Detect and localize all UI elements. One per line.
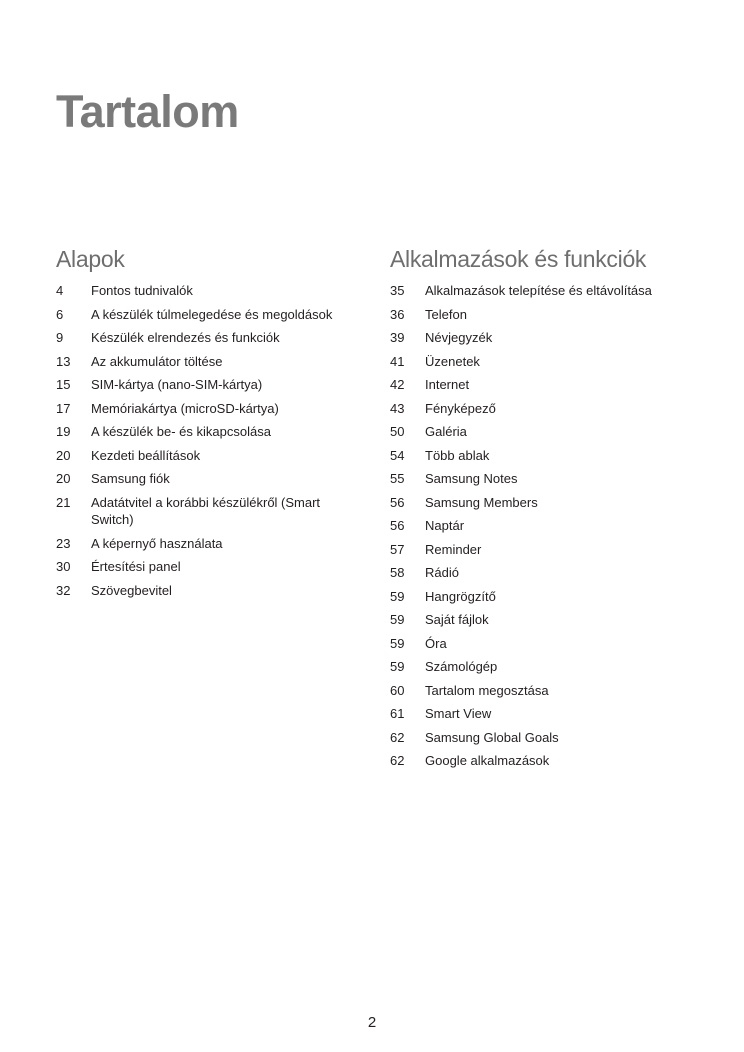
toc-page-number: 9 (56, 330, 64, 345)
toc-entry[interactable] (390, 682, 710, 700)
toc-entry[interactable] (56, 282, 356, 300)
toc-page-number: 35 (390, 283, 405, 298)
toc-page-number: 56 (390, 518, 405, 533)
toc-entry[interactable] (390, 400, 710, 418)
toc-list (56, 282, 356, 599)
toc-page-number: 36 (390, 306, 405, 322)
toc-entry-title: Szövegbevitel (91, 582, 172, 598)
toc-entry[interactable] (56, 535, 356, 553)
toc-entry-title: Az akkumulátor töltése (91, 353, 223, 369)
toc-entry-title: Samsung Global Goals (425, 729, 559, 745)
toc-page-number: 56 (390, 494, 405, 510)
toc-entry-title: Több ablak (425, 447, 490, 463)
toc-entry[interactable] (390, 306, 710, 324)
section-heading: Alkalmazások és funkciók (390, 246, 647, 272)
toc-page-number: 58 (390, 565, 405, 580)
toc-entry[interactable] (390, 611, 710, 629)
toc-entry[interactable] (390, 447, 710, 465)
toc-entry[interactable] (390, 376, 710, 394)
toc-entry[interactable] (56, 423, 356, 441)
toc-entry[interactable] (390, 588, 710, 606)
toc-page-number: 21 (56, 494, 71, 510)
toc-entry[interactable] (390, 729, 710, 747)
toc-entry[interactable] (56, 558, 356, 576)
toc-page-number: 41 (390, 353, 405, 369)
toc-page-number: 30 (56, 559, 71, 574)
toc-entry-title: Fényképező (425, 400, 496, 416)
toc-entry-title: Kezdeti beállítások (91, 447, 201, 463)
toc-entry-title: Samsung Members (425, 494, 538, 510)
toc-entry-title: Internet (425, 377, 470, 392)
toc-entry[interactable] (56, 306, 356, 324)
toc-section-basics (56, 244, 356, 605)
toc-page-number: 62 (390, 753, 405, 768)
toc-entry-title: SIM-kártya (nano-SIM-kártya) (91, 377, 263, 392)
toc-entry-title: Alkalmazások telepítése és eltávolítása (425, 283, 652, 298)
toc-entry[interactable] (56, 470, 356, 488)
toc-page-number: 55 (390, 471, 405, 486)
toc-entry-title: Üzenetek (425, 353, 480, 369)
toc-entry-title: Saját fájlok (425, 612, 489, 627)
toc-section-apps (390, 244, 710, 776)
toc-entry-title: A képernyő használata (91, 535, 223, 551)
toc-entry[interactable] (390, 658, 710, 676)
toc-page-number: 50 (390, 424, 405, 439)
toc-page-number: 60 (390, 682, 405, 698)
toc-page-number: 20 (56, 471, 71, 486)
toc-entry[interactable] (390, 752, 710, 770)
toc-entry[interactable] (390, 517, 710, 535)
toc-page-number: 20 (56, 447, 71, 463)
toc-entry-title: Reminder (425, 541, 482, 557)
toc-page-number: 32 (56, 582, 71, 598)
toc-page-number: 43 (390, 400, 405, 416)
toc-entry[interactable] (56, 376, 356, 394)
section-heading: Alapok (56, 246, 125, 272)
toc-page-number: 62 (390, 729, 405, 745)
toc-entry-title: A készülék túlmelegedése és megoldások (91, 306, 333, 322)
toc-entry[interactable] (56, 353, 356, 371)
toc-entry[interactable] (56, 494, 356, 529)
toc-page-number: 4 (56, 283, 64, 298)
toc-list (390, 282, 710, 770)
toc-page-number: 6 (56, 306, 64, 322)
toc-page-number: 61 (390, 706, 405, 721)
toc-page-number: 23 (56, 535, 71, 551)
toc-entry[interactable] (56, 582, 356, 600)
toc-page-number: 59 (390, 635, 405, 651)
toc-entry-title: Telefon (425, 306, 467, 322)
toc-entry-title: Készülék elrendezés és funkciók (91, 330, 280, 345)
toc-page-number: 19 (56, 424, 71, 439)
page-number: 2 (367, 1014, 377, 1031)
toc-entry[interactable] (390, 282, 710, 300)
toc-entry-title: Tartalom megosztása (425, 682, 549, 698)
toc-page-number: 39 (390, 330, 405, 345)
toc-entry[interactable] (390, 564, 710, 582)
toc-entry-title: Rádió (425, 565, 459, 580)
toc-entry[interactable] (390, 705, 710, 723)
toc-page-number: 15 (56, 377, 71, 392)
toc-entry[interactable] (390, 541, 710, 559)
toc-entry[interactable] (56, 400, 356, 418)
toc-page-number: 59 (390, 612, 405, 627)
toc-entry-title: Értesítési panel (91, 559, 181, 574)
toc-entry-title: Adatátvitel a korábbi készülékről (Smart Switch) (91, 494, 321, 527)
toc-page-number: 57 (390, 541, 405, 557)
toc-page-number: 54 (390, 447, 405, 463)
toc-entry[interactable] (390, 494, 710, 512)
toc-entry[interactable] (390, 423, 710, 441)
toc-entry-title: A készülék be- és kikapcsolása (91, 424, 271, 439)
toc-entry-title: Smart View (425, 706, 492, 721)
toc-entry-title: Google alkalmazások (425, 753, 550, 768)
toc-page-number: 13 (56, 353, 71, 369)
toc-entry[interactable] (390, 470, 710, 488)
toc-entry[interactable] (390, 635, 710, 653)
toc-entry-title: Óra (425, 635, 447, 651)
toc-entry-title: Galéria (425, 424, 467, 439)
toc-entry-title: Névjegyzék (425, 330, 493, 345)
toc-entry-title: Samsung Notes (425, 471, 518, 486)
toc-entry[interactable] (56, 329, 356, 347)
toc-entry-title: Fontos tudnivalók (91, 283, 193, 298)
toc-page-number: 17 (56, 400, 71, 416)
toc-entry-title: Samsung fiók (91, 471, 170, 486)
toc-entry-title: Memóriakártya (microSD-kártya) (91, 400, 279, 416)
toc-entry[interactable] (390, 353, 710, 371)
toc-entry[interactable] (390, 329, 710, 347)
toc-page-number: 42 (390, 377, 405, 392)
page-title: Tartalom (56, 86, 239, 137)
toc-entry-title: Számológép (425, 659, 498, 674)
toc-entry-title: Hangrögzítő (425, 588, 496, 604)
toc-page-number: 59 (390, 588, 405, 604)
toc-entry-title: Naptár (425, 518, 465, 533)
toc-page-number: 59 (390, 659, 405, 674)
toc-entry[interactable] (56, 447, 356, 465)
